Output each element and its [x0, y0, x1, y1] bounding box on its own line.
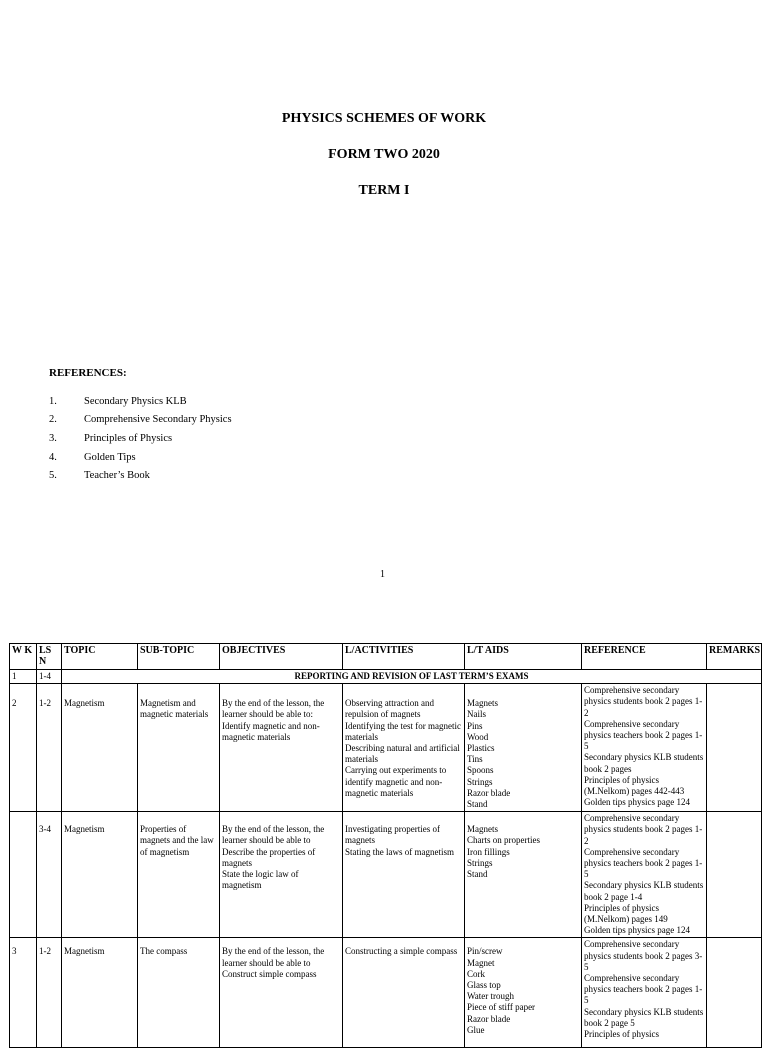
aid-line: Razor blade	[467, 1013, 511, 1024]
aid-line: Magnets	[467, 824, 498, 835]
header-activities: L/ACTIVITIES	[343, 644, 465, 670]
cell-subtopic: The compass	[138, 938, 220, 1048]
cell-reference	[582, 812, 707, 938]
page-number: 1	[380, 569, 385, 580]
activity-line: Investigating properties of magnets	[345, 824, 440, 846]
term-title: TERM I	[358, 183, 410, 198]
reference-line: Principles of physics (M.Nelkom) pages 149	[584, 902, 668, 925]
cell-reference	[582, 684, 707, 812]
reference-number: 1.	[49, 396, 57, 407]
reference-line: Secondary physics KLB students book 2 page 5	[584, 1006, 704, 1028]
reference-item	[49, 414, 232, 425]
page-separator	[0, 600, 768, 608]
objective-line: By the end of the lesson, the learner should be able to:	[222, 698, 325, 720]
table-row	[10, 670, 762, 684]
cell-week: 1	[10, 670, 37, 684]
scheme-table-container	[9, 643, 768, 1040]
aid-line: Strings	[467, 776, 493, 787]
aid-line: Charts on properties	[467, 835, 540, 846]
reference-line: Comprehensive secondary physics teachers book 2 pages 1-5	[584, 846, 703, 880]
aid-line: Plastics	[467, 743, 495, 754]
cell-week: 3	[10, 938, 37, 1048]
reference-number: 2.	[49, 414, 57, 425]
reference-text: Principles of Physics	[84, 433, 173, 444]
aid-line: Glass top	[467, 980, 501, 991]
cell-week: 2	[10, 684, 37, 812]
reference-line: Secondary physics KLB students book 2 pages	[584, 752, 704, 774]
cell-week	[10, 812, 37, 938]
objective-line: State the logic law of magnetism	[222, 869, 299, 891]
cell-reference	[582, 938, 707, 1048]
aid-line: Pin/screw	[467, 946, 503, 957]
reference-number: 5.	[49, 470, 57, 481]
reference-line: Comprehensive secondary physics students book 2 pages 3-5	[584, 939, 703, 972]
aid-line: Stand	[467, 799, 488, 810]
table-row	[10, 684, 762, 812]
cell-remarks	[707, 812, 762, 938]
reference-line: Comprehensive secondary physics teachers book 2 pages 1-5	[584, 973, 703, 1006]
cell-topic: Magnetism	[62, 684, 138, 812]
aid-line: Strings	[467, 857, 493, 868]
reference-text: Teacher’s Book	[84, 470, 150, 481]
cell-lesson: 1-2	[37, 684, 62, 812]
cell-activities	[343, 812, 465, 938]
reference-number: 4.	[49, 452, 57, 463]
reference-line: Comprehensive secondary physics students book 2 pages 1-2	[584, 813, 703, 846]
cell-topic: Magnetism	[62, 938, 138, 1048]
cell-lesson: 3-4	[37, 812, 62, 938]
reference-item	[49, 470, 150, 481]
table-row	[10, 812, 762, 938]
aid-line: Magnets	[467, 698, 498, 709]
header-remarks: REMARKS	[707, 644, 762, 670]
objective-line: By the end of the lesson, the learner should be able to	[222, 824, 325, 846]
header-objectives: OBJECTIVES	[220, 644, 343, 670]
aid-line: Spoons	[467, 765, 494, 776]
reference-text: Secondary Physics KLB	[84, 396, 187, 407]
table-header-row	[10, 644, 762, 670]
reference-line: Comprehensive secondary physics teachers book 2 pages 1-5	[584, 718, 703, 752]
aid-line: Cork	[467, 968, 485, 979]
aid-line: Nails	[467, 709, 486, 720]
aid-line: Water trough	[467, 991, 515, 1002]
aid-line: Razor blade	[467, 787, 511, 798]
objective-line: Identify magnetic and non-magnetic materials	[222, 720, 320, 742]
cell-subtopic: Properties of magnets and the law of magnetism	[138, 812, 220, 938]
form-title: FORM TWO 2020	[328, 147, 440, 162]
scheme-of-work-table	[9, 643, 762, 1048]
header-reference: REFERENCE	[582, 644, 707, 670]
cell-activities	[343, 938, 465, 1048]
activity-line: Observing attraction and repulsion of magnets	[345, 698, 434, 720]
table-row	[10, 938, 762, 1048]
reference-number: 3.	[49, 433, 57, 444]
aid-line: Magnet	[467, 957, 495, 968]
cell-objectives	[220, 938, 343, 1048]
cell-lesson: 1-4	[37, 670, 62, 684]
objective-line: Describe the properties of magnets	[222, 846, 316, 868]
reference-line: Golden tips physics page 124	[584, 797, 690, 808]
cell-aids	[465, 684, 582, 812]
references-heading: REFERENCES:	[49, 367, 127, 379]
header-week: W K	[10, 644, 37, 670]
cell-subtopic: Magnetism and magnetic materials	[138, 684, 220, 812]
activity-line: Describing natural and artificial materials	[345, 743, 460, 765]
cell-activities	[343, 684, 465, 812]
reference-item	[49, 396, 187, 407]
aid-line: Wood	[467, 731, 489, 742]
aid-line: Pins	[467, 720, 483, 731]
document-title: PHYSICS SCHEMES OF WORK	[281, 111, 487, 126]
reference-text: Golden Tips	[84, 452, 136, 463]
header-topic: TOPIC	[62, 644, 138, 670]
reference-line: Comprehensive secondary physics students book 2 pages 1-2	[584, 685, 703, 718]
cell-remarks	[707, 684, 762, 812]
reference-line: Golden tips physics page 124	[584, 925, 690, 936]
reference-line: Principles of physics (M.Nelkom) pages 442-443	[584, 774, 685, 797]
revision-banner: REPORTING AND REVISION OF LAST TERM’S EXAMS	[62, 670, 762, 684]
cell-aids	[465, 938, 582, 1048]
cell-objectives	[220, 684, 343, 812]
activity-line: Identifying the test for magnetic materials	[345, 720, 461, 742]
reference-line: Secondary physics KLB students book 2 page 1-4	[584, 880, 704, 902]
header-subtopic: SUB-TOPIC	[138, 644, 220, 670]
cell-topic: Magnetism	[62, 812, 138, 938]
reference-item	[49, 433, 172, 444]
header-lesson: LS N	[37, 644, 62, 670]
aid-line: Glue	[467, 1024, 485, 1035]
reference-line: Principles of physics	[584, 1029, 659, 1040]
cell-aids	[465, 812, 582, 938]
activity-line: Carrying out experiments to identify magnetic and non-magnetic materials	[345, 765, 447, 798]
aid-line: Piece of stiff paper	[467, 1002, 536, 1013]
aid-line: Tins	[467, 754, 483, 765]
header-aids: L/T AIDS	[465, 644, 582, 670]
reference-text: Comprehensive Secondary Physics	[84, 414, 232, 425]
reference-item	[49, 452, 136, 463]
objective-line: Construct simple compass	[222, 968, 317, 979]
cell-lesson: 1-2	[37, 938, 62, 1048]
cell-remarks	[707, 938, 762, 1048]
activity-line: Stating the laws of magnetism	[345, 846, 454, 857]
objective-line: By the end of the lesson, the learner should be able to	[222, 946, 325, 968]
cell-objectives	[220, 812, 343, 938]
aid-line: Iron fillings	[467, 846, 510, 857]
aid-line: Stand	[467, 869, 488, 880]
activity-line: Constructing a simple compass	[345, 946, 458, 957]
